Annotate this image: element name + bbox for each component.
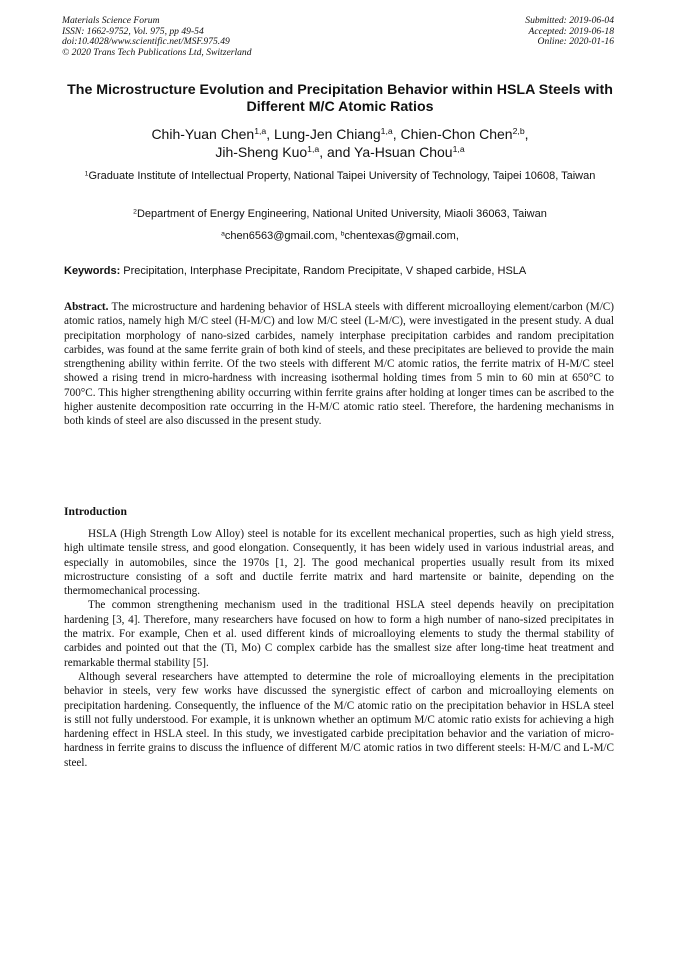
author-name: Chih-Yuan Chen	[151, 126, 255, 142]
journal-header	[62, 16, 252, 58]
author-affiliation-mark: 1,a	[254, 126, 267, 137]
abstract-text: The microstructure and hardening behavior of HSLA steels with different microalloying element/carbon (M/C) atomic ratios, namely high M/C steel (H-M/C) and low M/C steel (L-M/C), were investigated in the present study. A dual precipitation morphology of nano-sized carbides, namely interphase precipitation carbides and random precipitation carbides, was found at the same ferrite grain of both kind of steels, and these precipitates are believed to provide the main strengthening ability within ferrite. Of the two steels with different M/C atomic ratios, the ferrite matrix of H-M/C steel showed a rising trend in micro-hardness with increasing isothermal holding times from 5 min to 60 min at 650°C to 700°C. This higher strengthening ability occurring within ferrite grains after holding at longer times can be ascribed to the higher austenite decomposition rate occurring in the H-M/C atomic ratio steel. Therefore, the hardening mechanisms in both kinds of steel are also discussed in the present study.	[64, 301, 614, 428]
doi[interactable]: doi:10.4028/www.scientific.net/MSF.975.49	[62, 36, 230, 48]
paragraph: HSLA (High Strength Low Alloy) steel is notable for its excellent mechanical properties, such as high yield stress, high ultimate tensile stress, and good elongation. Consequently, it has been widely used in various industrial areas, and especially in automobiles, since the 1970s [1, 2]. The good mechanical properties usually result from its mixed microstructure consisting of a soft and ductile ferrite matrix and hard martensite or bainite, depending on the thermomechanical processing.	[64, 528, 614, 598]
accepted-date: Accepted: 2019-06-18	[528, 25, 614, 37]
keywords-label: Keywords:	[64, 265, 121, 277]
issn-volume: ISSN: 1662-9752, Vol. 975, pp 49-54	[62, 25, 204, 37]
paper-title: The Microstructure Evolution and Precipitation Behavior within HSLA Steels with Different M/C Atomic Ratios	[67, 82, 613, 115]
author-emails	[60, 229, 620, 243]
abstract-label: Abstract.	[64, 301, 109, 313]
journal-name: Materials Science Forum	[62, 15, 160, 26]
author-name: Ya-Hsuan Chou	[354, 144, 453, 160]
online-date: Online: 2020-01-16	[537, 36, 614, 48]
author-separator: ,	[392, 126, 401, 142]
author-affiliation-mark: 1,a	[452, 144, 465, 155]
affiliation-text: Graduate Institute of Intellectual Property, National Taipei University of Technology, Taipei 10608, Taiwan	[88, 170, 596, 182]
submitted-date: Submitted: 2019-06-04	[525, 15, 614, 26]
keywords	[64, 264, 616, 278]
dates-header	[525, 16, 614, 48]
email-address[interactable]: chen6563@gmail.com,	[224, 230, 341, 242]
abstract	[64, 300, 614, 429]
copyright: © 2020 Trans Tech Publications Ltd, Switzerland	[62, 46, 252, 58]
author-name: Jih-Sheng Kuo	[215, 144, 308, 160]
author-name: Lung-Jen Chiang	[274, 126, 381, 142]
author-separator: ,	[524, 126, 529, 142]
paragraph: Although several researchers have attempted to determine the role of microalloying elements in the precipitation behavior in steels, very few works have discussed the synergistic effect of carbon and microalloying elements on precipitation hardening. Consequently, the influence of the M/C atomic ratio on the precipitation behavior in HSLA steel is still not fully understood. For example, it is unknown whether an optimum M/C atomic ratio exists for achieving a high hardening effect in HSLA steel. In this study, we investigated carbide precipitation behavior and the variation of micro-hardness in ferrite grains to discuss the influence of different M/C atomic ratios in two different steels: H-M/C and L-M/C steel.	[64, 670, 614, 769]
keywords-text: Precipitation, Interphase Precipitate, Random Precipitate, V shaped carbide, HSLA	[120, 265, 527, 277]
paragraph: The common strengthening mechanism used in the traditional HSLA steel depends heavily on precipitation hardening [3, 4]. Therefore, many researchers have focused on how to form a high number of nano-sized precipitates in the matrix. For example, Chen et al. used different kinds of microalloying elements to study the thermal stability of carbides and pointed out that the (Ti, Mo) C complex carbide has the smallest size after long-time heat treatment and remarkable thermal stability [5].	[64, 599, 614, 669]
author-affiliation-mark: 2,b	[512, 126, 525, 137]
email-mark: b	[340, 230, 345, 238]
author-affiliation-mark: 1,a	[307, 144, 320, 155]
section-heading-introduction: Introduction	[64, 505, 127, 518]
affiliation-2	[60, 207, 620, 221]
author-separator: , and	[319, 144, 355, 160]
author-list	[60, 125, 620, 161]
email-address[interactable]: chentexas@gmail.com,	[344, 230, 459, 242]
affiliation-1	[60, 169, 620, 184]
author-affiliation-mark: 1,a	[380, 126, 393, 137]
affiliation-mark: 1	[84, 170, 89, 178]
author-separator: ,	[266, 126, 275, 142]
author-name: Chien-Chon Chen	[400, 126, 513, 142]
affiliation-mark: 2	[133, 208, 137, 216]
email-mark: a	[221, 230, 225, 238]
affiliation-text: Department of Energy Engineering, National United University, Miaoli 36063, Taiwan	[136, 208, 547, 220]
introduction-body	[64, 527, 614, 770]
